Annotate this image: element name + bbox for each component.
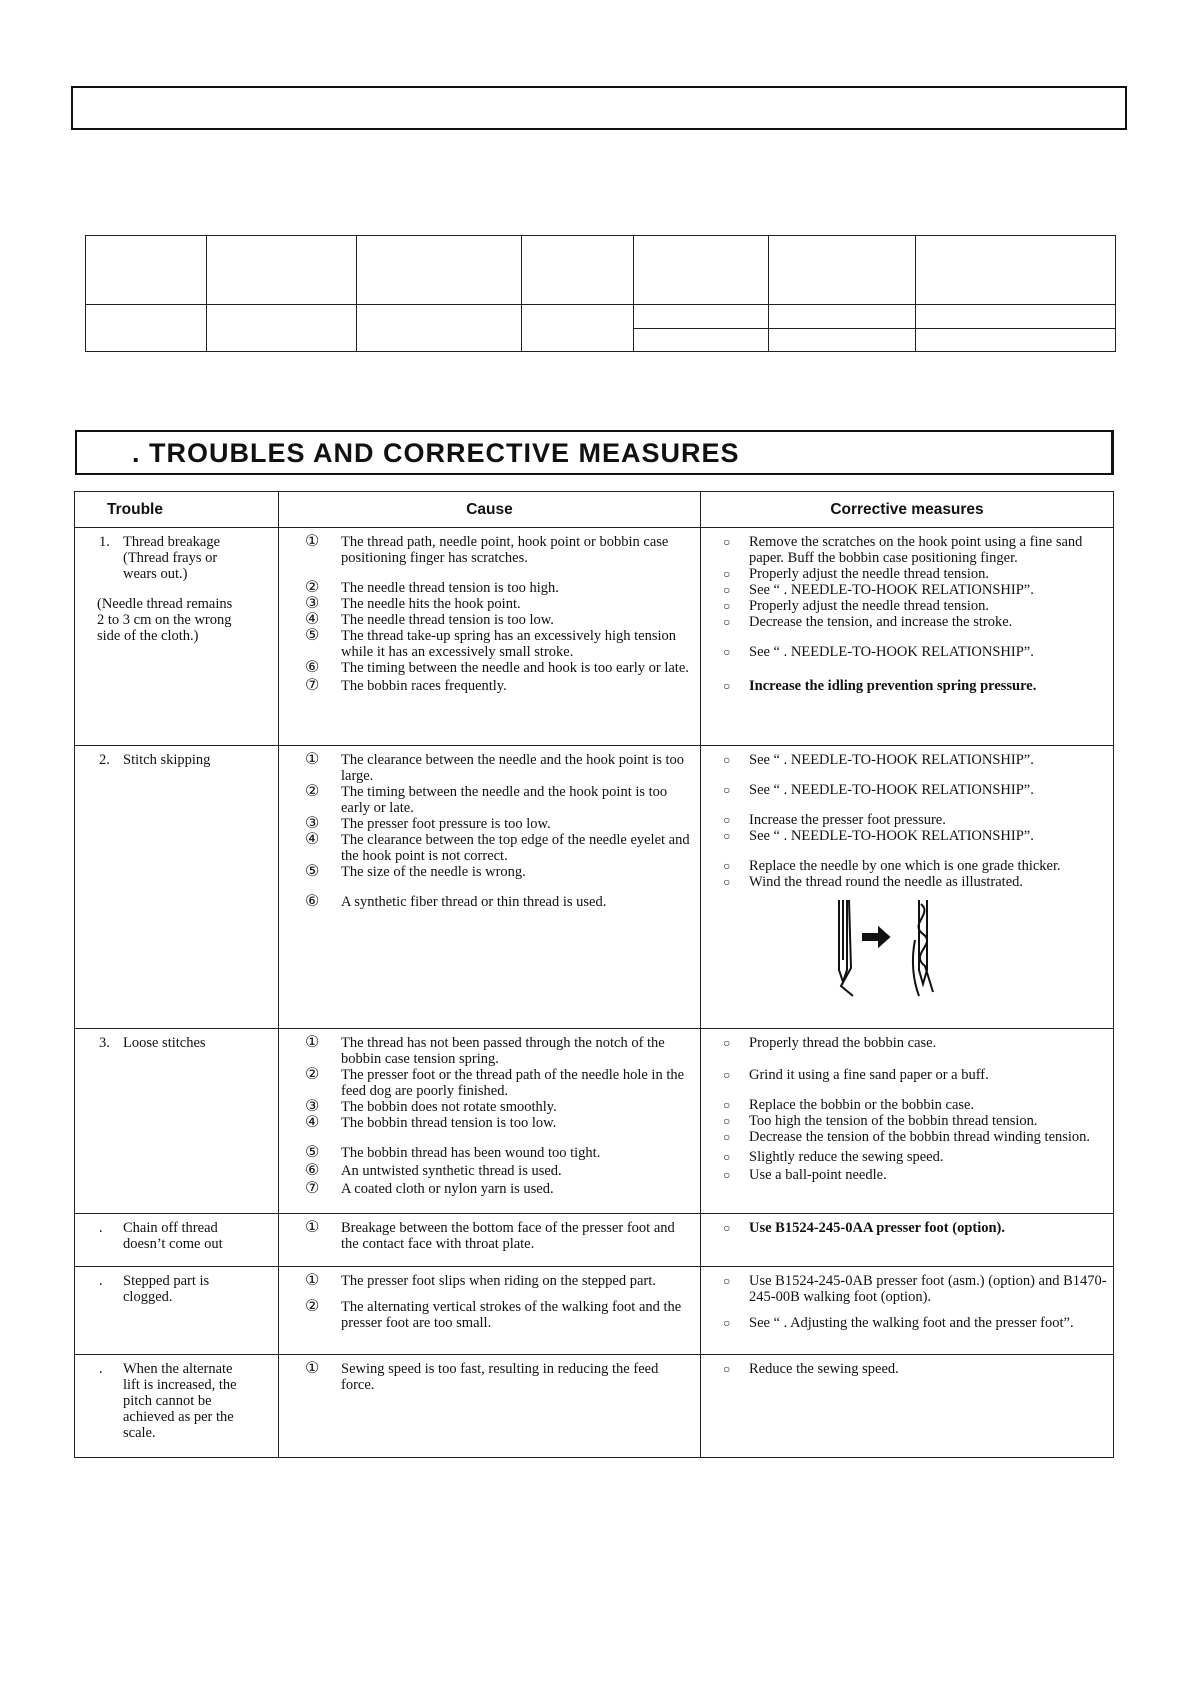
trouble-label: Chain off thread bbox=[123, 1220, 218, 1236]
cause-text: The bobbin races frequently. bbox=[341, 678, 507, 694]
measure-item bbox=[701, 534, 1107, 566]
needle-thread-illustration bbox=[829, 900, 949, 1000]
trouble-number bbox=[99, 1409, 123, 1425]
measure-item bbox=[701, 1113, 1107, 1129]
cause-item bbox=[279, 752, 694, 784]
trouble-number bbox=[99, 550, 123, 566]
cause-text: The needle thread tension is too low. bbox=[341, 612, 554, 628]
cause-item bbox=[279, 1163, 694, 1179]
cause-number: ③ bbox=[305, 815, 320, 832]
troubles-table bbox=[74, 491, 1114, 1458]
bullet-icon: ○ bbox=[723, 1114, 731, 1128]
cause-number: ⑥ bbox=[305, 893, 320, 910]
measure-text: Replace the needle by one which is one grade thicker. bbox=[749, 858, 1061, 874]
trouble-number: 2. bbox=[99, 752, 110, 768]
trouble-note-line: (Needle thread remains bbox=[97, 596, 233, 612]
cause-item bbox=[279, 660, 694, 676]
trouble-number bbox=[99, 1393, 123, 1409]
trouble-cell bbox=[75, 746, 279, 1029]
cause-number: ② bbox=[305, 579, 320, 596]
measure-text: Replace the bobbin or the bobbin case. bbox=[749, 1097, 975, 1113]
cause-item bbox=[279, 1115, 694, 1131]
measure-item bbox=[701, 828, 1107, 844]
measure-list bbox=[701, 746, 1113, 1004]
measure-text: Properly adjust the needle thread tension. bbox=[749, 566, 989, 582]
cause-list bbox=[279, 1355, 700, 1393]
cause-number: ⑥ bbox=[305, 1162, 320, 1179]
bullet-icon: ○ bbox=[723, 1362, 731, 1376]
cause-list bbox=[279, 1029, 700, 1197]
trouble-text bbox=[75, 746, 278, 768]
measure-text: Too high the tension of the bobbin thread tension. bbox=[749, 1113, 1038, 1129]
trouble-number bbox=[99, 1236, 123, 1252]
trouble-line bbox=[99, 752, 270, 768]
cause-text: The alternating vertical strokes of the walking foot and the presser foot are too small. bbox=[341, 1299, 682, 1331]
cause-list bbox=[279, 1267, 700, 1331]
trouble-text bbox=[75, 1029, 278, 1051]
measure-text: Reduce the sewing speed. bbox=[749, 1361, 899, 1377]
cause-text: The needle thread tension is too high. bbox=[341, 580, 559, 596]
cause-item bbox=[279, 832, 694, 864]
measure-item bbox=[701, 1067, 1107, 1083]
cause-list bbox=[279, 746, 700, 910]
trouble-label: Thread breakage bbox=[123, 534, 221, 550]
bullet-icon: ○ bbox=[723, 615, 731, 629]
trouble-text bbox=[75, 1214, 278, 1252]
cause-text: The bobbin thread has been wound too tight. bbox=[341, 1145, 601, 1161]
measure-text: Decrease the tension of the bobbin thread winding tension. bbox=[749, 1129, 1091, 1145]
cause-text: The bobbin thread tension is too low. bbox=[341, 1115, 557, 1131]
cause-number: ④ bbox=[305, 831, 320, 848]
trouble-line bbox=[99, 1377, 270, 1393]
measures-cell bbox=[701, 1029, 1114, 1214]
measure-item bbox=[701, 782, 1107, 798]
measure-text: Slightly reduce the sewing speed. bbox=[749, 1149, 944, 1165]
cause-number: ② bbox=[305, 1298, 320, 1315]
cause-number: ④ bbox=[305, 611, 320, 628]
cause-number: ③ bbox=[305, 1098, 320, 1115]
section-header bbox=[75, 430, 1114, 475]
measure-item bbox=[701, 874, 1107, 890]
trouble-cell bbox=[75, 528, 279, 746]
measure-list bbox=[701, 1355, 1113, 1377]
trouble-note bbox=[97, 596, 270, 644]
spec-grid bbox=[85, 235, 1116, 352]
measure-text: Decrease the tension, and increase the stroke. bbox=[749, 614, 1013, 630]
measures-cell bbox=[701, 1267, 1114, 1355]
cause-number: ⑦ bbox=[305, 677, 320, 694]
cause-text: The needle hits the hook point. bbox=[341, 596, 521, 612]
trouble-line bbox=[99, 1220, 270, 1236]
measure-text: Remove the scratches on the hook point using a fine sand paper. Buff the bobbin case positioning finger. bbox=[749, 534, 1083, 566]
trouble-line bbox=[99, 1425, 270, 1441]
measure-list bbox=[701, 1214, 1113, 1236]
cause-number: ① bbox=[305, 1219, 320, 1236]
trouble-label: (Thread frays or bbox=[123, 550, 218, 566]
measure-item bbox=[701, 1273, 1107, 1305]
cause-item bbox=[279, 612, 694, 628]
cause-cell bbox=[279, 1214, 701, 1267]
measure-text: See “ . Adjusting the walking foot and the presser foot”. bbox=[749, 1315, 1074, 1331]
cause-number: ⑤ bbox=[305, 1144, 320, 1161]
bullet-icon: ○ bbox=[723, 567, 731, 581]
cause-item bbox=[279, 596, 694, 612]
measure-item bbox=[701, 1149, 1107, 1165]
bullet-icon: ○ bbox=[723, 829, 731, 843]
cause-cell bbox=[279, 1355, 701, 1458]
trouble-label: achieved as per the bbox=[123, 1409, 234, 1425]
cause-number: ⑥ bbox=[305, 659, 320, 676]
cause-item bbox=[279, 1220, 694, 1252]
bullet-icon: ○ bbox=[723, 1274, 731, 1288]
trouble-cell bbox=[75, 1355, 279, 1458]
measure-text: See “ . NEEDLE-TO-HOOK RELATIONSHIP”. bbox=[749, 644, 1034, 660]
measure-text: See “ . NEEDLE-TO-HOOK RELATIONSHIP”. bbox=[749, 582, 1034, 598]
cause-text: The timing between the needle and the hook point is too early or late. bbox=[341, 784, 668, 816]
cause-number: ⑦ bbox=[305, 1180, 320, 1197]
trouble-label: Loose stitches bbox=[123, 1035, 206, 1051]
measure-list bbox=[701, 1267, 1113, 1331]
header-trouble: Trouble bbox=[75, 492, 279, 528]
bullet-icon: ○ bbox=[723, 1168, 731, 1182]
trouble-line bbox=[99, 1361, 270, 1377]
measures-cell bbox=[701, 746, 1114, 1029]
measure-item bbox=[701, 752, 1107, 768]
cause-item bbox=[279, 1181, 694, 1197]
cause-number: ① bbox=[305, 751, 320, 768]
trouble-number bbox=[99, 1377, 123, 1393]
trouble-cell bbox=[75, 1267, 279, 1355]
trouble-number: . bbox=[99, 1273, 103, 1289]
measure-item bbox=[701, 1361, 1107, 1377]
measure-text: Properly adjust the needle thread tension. bbox=[749, 598, 989, 614]
cause-item bbox=[279, 864, 694, 880]
measures-cell bbox=[701, 1355, 1114, 1458]
cause-cell bbox=[279, 528, 701, 746]
cause-number: ③ bbox=[305, 595, 320, 612]
cause-item bbox=[279, 678, 694, 694]
bullet-icon: ○ bbox=[723, 1150, 731, 1164]
measure-item bbox=[701, 566, 1107, 582]
trouble-note-line: side of the cloth.) bbox=[97, 628, 199, 644]
cause-item bbox=[279, 1099, 694, 1115]
cause-number: ⑤ bbox=[305, 863, 320, 880]
cause-text: The presser foot pressure is too low. bbox=[341, 816, 551, 832]
measure-item bbox=[701, 582, 1107, 598]
cause-text: The thread take-up spring has an excessively high tension while it has an excessively small stroke. bbox=[341, 628, 677, 660]
trouble-number bbox=[99, 566, 123, 582]
cause-item bbox=[279, 534, 694, 566]
cause-text: The timing between the needle and hook is too early or late. bbox=[341, 660, 689, 676]
trouble-number: 3. bbox=[99, 1035, 110, 1051]
trouble-line bbox=[99, 1409, 270, 1425]
section-title: . TROUBLES AND CORRECTIVE MEASURES bbox=[132, 438, 740, 468]
bullet-icon: ○ bbox=[723, 1130, 731, 1144]
trouble-label: Stitch skipping bbox=[123, 752, 211, 768]
cause-cell bbox=[279, 1029, 701, 1214]
measure-item bbox=[701, 644, 1107, 660]
trouble-label: Stepped part is bbox=[123, 1273, 210, 1289]
cause-list bbox=[279, 1214, 700, 1252]
cause-item bbox=[279, 1145, 694, 1161]
bullet-icon: ○ bbox=[723, 1036, 731, 1050]
header-measures: Corrective measures bbox=[701, 492, 1114, 528]
top-banner-box bbox=[71, 86, 1127, 130]
table-row bbox=[75, 1267, 1114, 1355]
table-row bbox=[75, 1355, 1114, 1458]
trouble-text bbox=[75, 1355, 278, 1441]
measure-item bbox=[701, 858, 1107, 874]
trouble-label: pitch cannot be bbox=[123, 1393, 212, 1409]
cause-text: The clearance between the top edge of the needle eyelet and the hook point is not correct. bbox=[341, 832, 690, 864]
bullet-icon: ○ bbox=[723, 1068, 731, 1082]
cause-text: The thread path, needle point, hook point or bobbin case positioning finger has scratches. bbox=[341, 534, 669, 566]
trouble-text bbox=[75, 528, 278, 644]
bullet-icon: ○ bbox=[723, 783, 731, 797]
cause-item bbox=[279, 628, 694, 660]
cause-number: ① bbox=[305, 1034, 320, 1051]
bullet-icon: ○ bbox=[723, 1316, 731, 1330]
cause-text: Sewing speed is too fast, resulting in reducing the feed force. bbox=[341, 1361, 659, 1393]
measure-list bbox=[701, 528, 1113, 694]
measure-text: Properly thread the bobbin case. bbox=[749, 1035, 937, 1051]
table-row bbox=[75, 1214, 1114, 1267]
measure-text: Wind the thread round the needle as illustrated. bbox=[749, 874, 1024, 890]
trouble-text bbox=[75, 1267, 278, 1305]
measure-item bbox=[701, 1315, 1107, 1331]
cause-text: An untwisted synthetic thread is used. bbox=[341, 1163, 562, 1179]
bullet-icon: ○ bbox=[723, 535, 731, 549]
measure-text: See “ . NEEDLE-TO-HOOK RELATIONSHIP”. bbox=[749, 752, 1034, 768]
measures-cell bbox=[701, 1214, 1114, 1267]
cause-number: ① bbox=[305, 1272, 320, 1289]
trouble-cell bbox=[75, 1029, 279, 1214]
measure-item bbox=[701, 1035, 1107, 1051]
trouble-line bbox=[99, 1393, 270, 1409]
bullet-icon: ○ bbox=[723, 583, 731, 597]
trouble-number: . bbox=[99, 1361, 103, 1377]
trouble-number: 1. bbox=[99, 534, 110, 550]
cause-item bbox=[279, 1067, 694, 1099]
bullet-icon: ○ bbox=[723, 1098, 731, 1112]
measure-item bbox=[701, 1167, 1107, 1183]
trouble-label: wears out.) bbox=[123, 566, 188, 582]
cause-item bbox=[279, 816, 694, 832]
trouble-label: doesn’t come out bbox=[123, 1236, 223, 1252]
bullet-icon: ○ bbox=[723, 645, 731, 659]
bullet-icon: ○ bbox=[723, 1221, 731, 1235]
trouble-line bbox=[99, 1273, 270, 1289]
measure-item bbox=[701, 614, 1107, 630]
cause-number: ② bbox=[305, 783, 320, 800]
cause-number: ⑤ bbox=[305, 627, 320, 644]
cause-cell bbox=[279, 746, 701, 1029]
trouble-line bbox=[99, 566, 270, 582]
trouble-line bbox=[99, 550, 270, 566]
cause-text: A synthetic fiber thread or thin thread is used. bbox=[341, 894, 607, 910]
cause-text: The bobbin does not rotate smoothly. bbox=[341, 1099, 557, 1115]
cause-item bbox=[279, 894, 694, 910]
measure-text: Increase the idling prevention spring pressure. bbox=[749, 678, 1037, 694]
cause-number: ① bbox=[305, 533, 320, 550]
measure-item bbox=[701, 1097, 1107, 1113]
cause-list bbox=[279, 528, 700, 694]
cause-cell bbox=[279, 1267, 701, 1355]
cause-item bbox=[279, 1035, 694, 1067]
cause-item bbox=[279, 580, 694, 596]
cause-item bbox=[279, 1273, 694, 1289]
measure-text: Use B1524-245-0AA presser foot (option). bbox=[749, 1220, 1006, 1236]
measure-text: Increase the presser foot pressure. bbox=[749, 812, 946, 828]
trouble-label: scale. bbox=[123, 1425, 156, 1441]
bullet-icon: ○ bbox=[723, 753, 731, 767]
measure-item bbox=[701, 678, 1107, 694]
trouble-label: When the alternate bbox=[123, 1361, 233, 1377]
table-row bbox=[75, 528, 1114, 746]
trouble-line bbox=[99, 1236, 270, 1252]
cause-text: The clearance between the needle and the hook point is too large. bbox=[341, 752, 685, 784]
cause-item bbox=[279, 1361, 694, 1393]
measure-text: See “ . NEEDLE-TO-HOOK RELATIONSHIP”. bbox=[749, 782, 1034, 798]
cause-text: A coated cloth or nylon yarn is used. bbox=[341, 1181, 554, 1197]
bullet-icon: ○ bbox=[723, 813, 731, 827]
cause-number: ④ bbox=[305, 1114, 320, 1131]
trouble-note-line: 2 to 3 cm on the wrong bbox=[97, 612, 232, 628]
cause-text: The thread has not been passed through the notch of the bobbin case tension spring. bbox=[341, 1035, 665, 1067]
cause-item bbox=[279, 784, 694, 816]
bullet-icon: ○ bbox=[723, 875, 731, 889]
trouble-label: lift is increased, the bbox=[123, 1377, 237, 1393]
cause-text: The presser foot or the thread path of the needle hole in the feed dog are poorly finished. bbox=[341, 1067, 685, 1099]
trouble-cell bbox=[75, 1214, 279, 1267]
measure-text: Use B1524-245-0AB presser foot (asm.) (option) and B1470-245-00B walking foot (option). bbox=[749, 1273, 1107, 1305]
cause-item bbox=[279, 1299, 694, 1331]
measure-item bbox=[701, 812, 1107, 828]
table-row bbox=[75, 746, 1114, 1029]
cause-text: The presser foot slips when riding on the stepped part. bbox=[341, 1273, 656, 1289]
measure-text: See “ . NEEDLE-TO-HOOK RELATIONSHIP”. bbox=[749, 828, 1034, 844]
measure-item bbox=[701, 598, 1107, 614]
measure-list bbox=[701, 1029, 1113, 1183]
cause-text: Breakage between the bottom face of the presser foot and the contact face with throat plate. bbox=[341, 1220, 675, 1252]
cause-number: ② bbox=[305, 1066, 320, 1083]
trouble-number bbox=[99, 1289, 123, 1305]
trouble-line bbox=[99, 1289, 270, 1305]
cause-number: ① bbox=[305, 1360, 320, 1377]
cause-text: The size of the needle is wrong. bbox=[341, 864, 526, 880]
measure-item bbox=[701, 1220, 1107, 1236]
arrow-right-icon bbox=[863, 928, 889, 946]
trouble-label: clogged. bbox=[123, 1289, 173, 1305]
measure-text: Grind it using a fine sand paper or a buff. bbox=[749, 1067, 989, 1083]
measures-cell bbox=[701, 528, 1114, 746]
measure-text: Use a ball-point needle. bbox=[749, 1167, 887, 1183]
trouble-line bbox=[99, 534, 270, 550]
trouble-line bbox=[99, 1035, 270, 1051]
trouble-number bbox=[99, 1425, 123, 1441]
bullet-icon: ○ bbox=[723, 599, 731, 613]
measure-item bbox=[701, 1129, 1107, 1145]
trouble-number: . bbox=[99, 1220, 103, 1236]
header-cause: Cause bbox=[279, 492, 701, 528]
bullet-icon: ○ bbox=[723, 679, 731, 693]
table-row bbox=[75, 1029, 1114, 1214]
bullet-icon: ○ bbox=[723, 859, 731, 873]
